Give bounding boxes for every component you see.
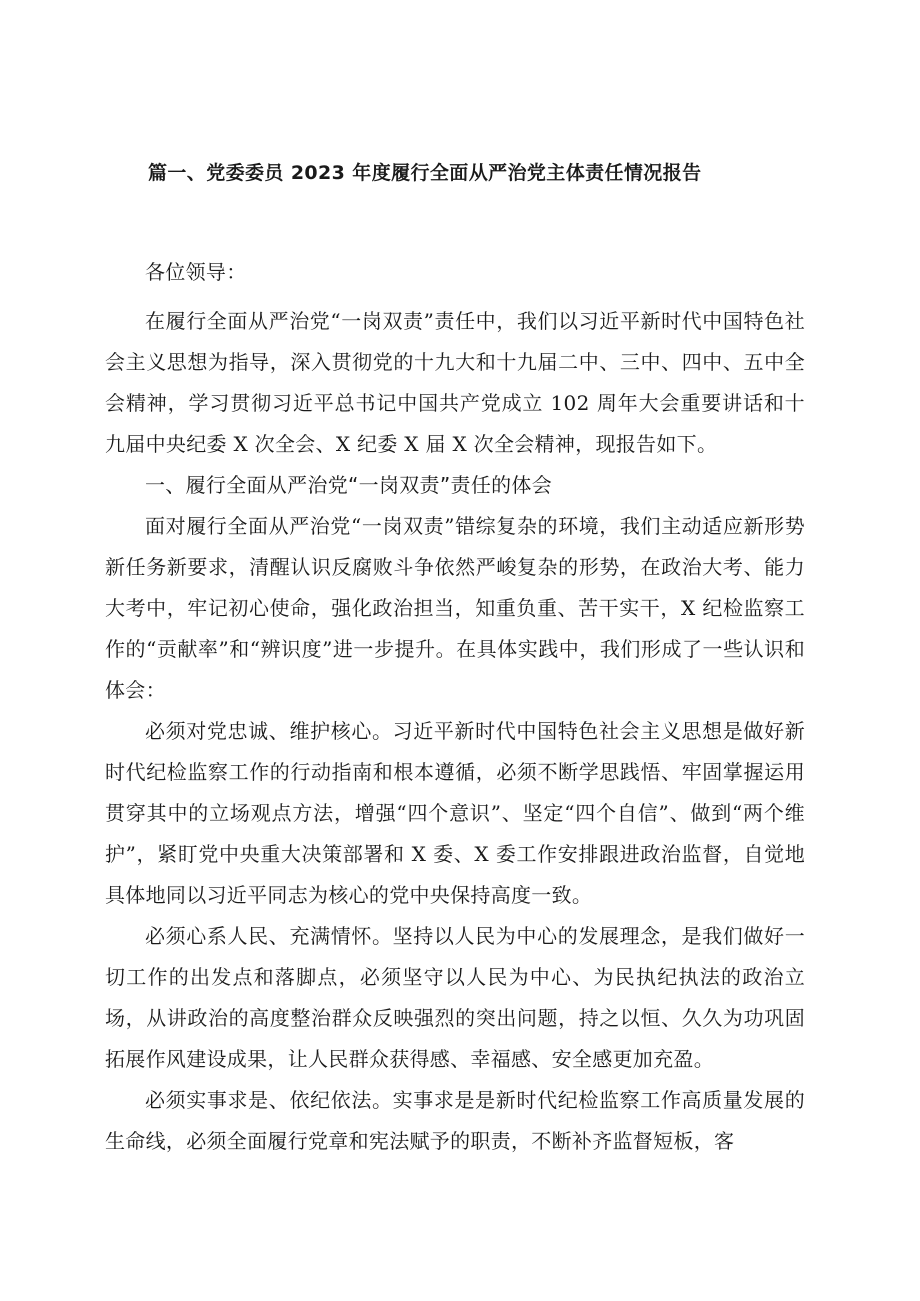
document-title: 篇一、党委委员 2023 年度履行全面从严治党主体责任情况报告	[148, 162, 702, 184]
salutation: 各位领导：	[145, 260, 247, 284]
section1-paragraph-1: 面对履行全面从严治党“一岗双责”错综复杂的环境，我们主动适应新形势新任务新要求，清醒认识反腐败斗争依然严峻复杂的形势，在政治大考、能力大考中，牢记初心使命，强化政治担当，知重负重、苦干实干，X 纪检监察工作的“贡献率”和“辨识度”进一步提升。在具体实践中，我们形成了一些认识和体会：	[105, 514, 805, 702]
section-heading-1: 一、履行全面从严治党“一岗双责”责任的体会	[145, 473, 553, 497]
section1-paragraph-2: 必须对党忠诚、维护核心。习近平新时代中国特色社会主义思想是做好新时代纪检监察工作的行动指南和根本遵循，必须不断学思践悟、牢固掌握运用贯穿其中的立场观点方法，增强“四个意识”、坚定“四个自信”、做到“两个维护”，紧盯党中央重大决策部署和 X 委、X 委工作安排跟进政治监督，自觉地具体地同以习近平同志为核心的党中央保持高度一致。	[105, 719, 805, 907]
document-body	[105, 252, 805, 1162]
section1-paragraph-3: 必须心系人民、充满情怀。坚持以人民为中心的发展理念，是我们做好一切工作的出发点和落脚点，必须坚守以人民为中心、为民执纪执法的政治立场，从讲政治的高度整治群众反映强烈的突出问题，持之以恒、久久为功巩固拓展作风建设成果，让人民群众获得感、幸福感、安全感更加充盈。	[105, 924, 805, 1071]
intro-paragraph: 在履行全面从严治党“一岗双责”责任中，我们以习近平新时代中国特色社会主义思想为指导，深入贯彻党的十九大和十九届二中、三中、四中、五中全会精神，学习贯彻习近平总书记中国共产党成立 102 周年大会重要讲话和十九届中央纪委 X 次全会、X 纪委 X 届 X 次全会精神，现报告如下。	[105, 309, 805, 456]
section1-paragraph-4: 必须实事求是、依纪依法。实事求是是新时代纪检监察工作高质量发展的生命线，必须全面履行党章和宪法赋予的职责，不断补齐监督短板，客	[105, 1088, 805, 1153]
